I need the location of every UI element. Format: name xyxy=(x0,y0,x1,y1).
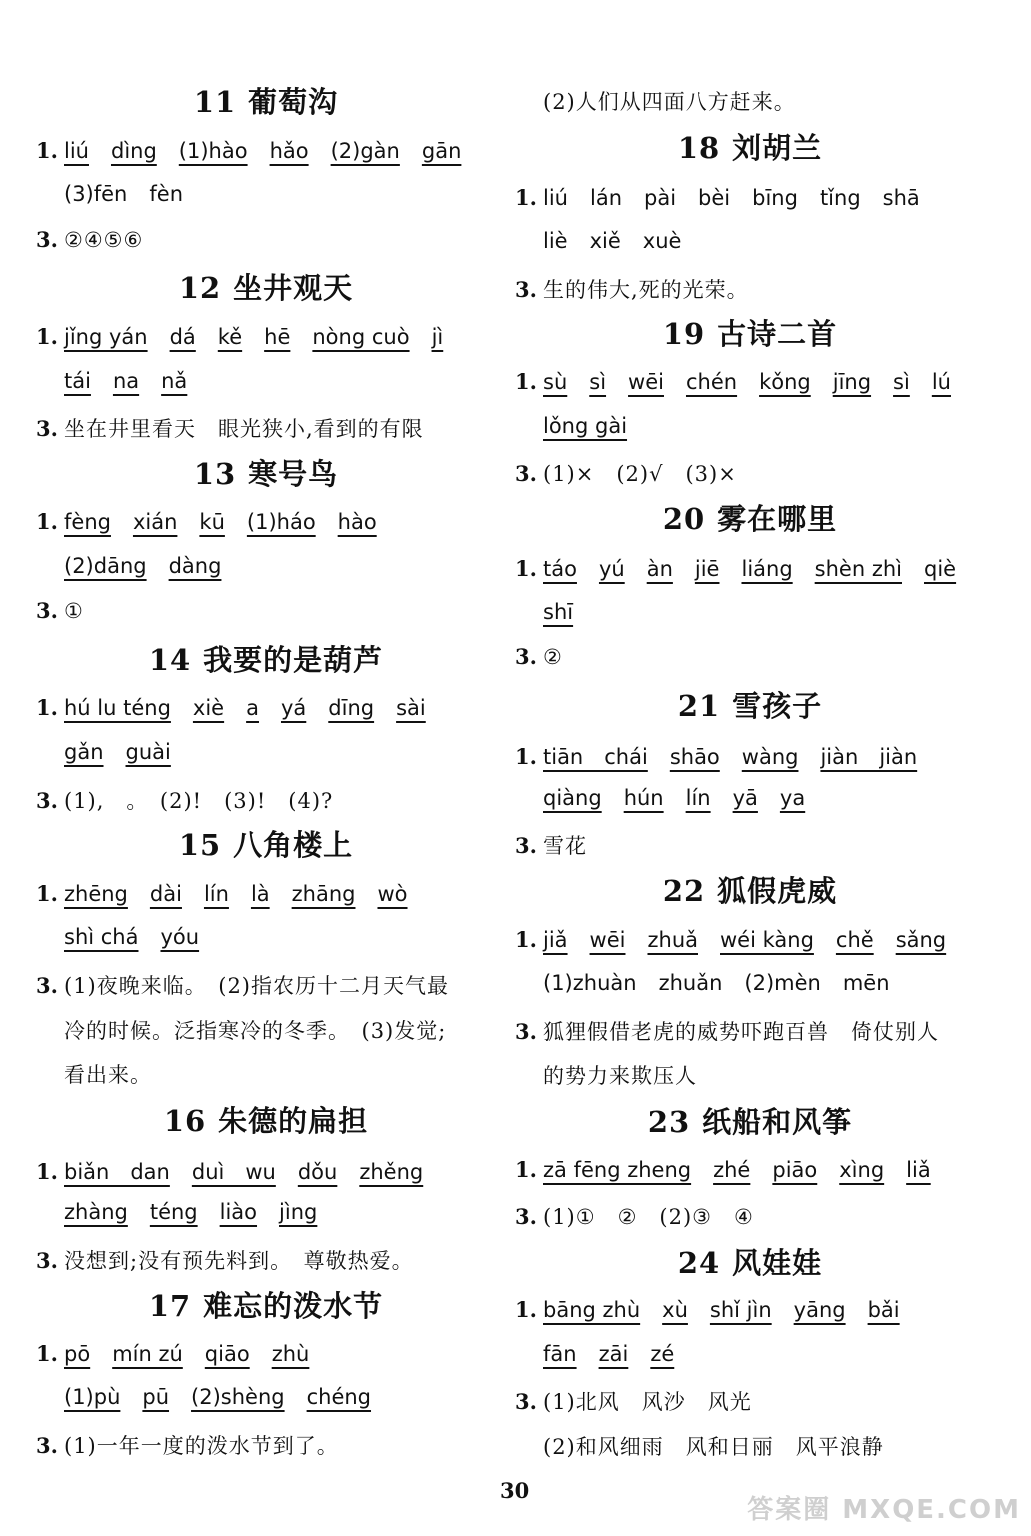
answer-text: (1)北风 风沙 风光 xyxy=(543,1390,752,1414)
pinyin-token: sì xyxy=(893,370,910,394)
section-number: 18 xyxy=(677,131,721,165)
section-name: 坐井观天 xyxy=(233,271,354,305)
pinyin-token: nòng cuò xyxy=(312,325,410,349)
section-name: 寒号鸟 xyxy=(248,457,339,491)
answer-text: 冷的时候。泛指寒冷的冬季。 (3)发觉; xyxy=(64,1019,447,1043)
answer-line xyxy=(515,600,595,624)
answer-line xyxy=(515,971,912,995)
pinyin-token: sǎng xyxy=(895,928,947,952)
pinyin-token: hún xyxy=(623,786,664,810)
question-number: 1. xyxy=(515,927,537,952)
pinyin-token: shāo xyxy=(669,745,720,769)
question-number: 3. xyxy=(515,461,537,486)
pinyin-token: shèn zhì xyxy=(814,557,902,581)
section-number: 11 xyxy=(193,85,237,119)
pinyin-token: bīng xyxy=(752,186,798,210)
answer-text: (2)和风细雨 风和日丽 风平浪静 xyxy=(543,1435,884,1459)
answer-line xyxy=(36,138,483,163)
pinyin-token: jǐng yán xyxy=(64,325,148,349)
pinyin-token: là xyxy=(250,882,270,906)
answer-line xyxy=(36,1015,446,1045)
pinyin-token: liào xyxy=(219,1200,258,1224)
pinyin-token: wéi kàng xyxy=(720,928,814,952)
answer-text: 看出来。 xyxy=(64,1063,152,1087)
pinyin-token: na xyxy=(112,369,140,393)
pinyin-token: shī xyxy=(543,600,574,624)
pinyin-token: gān xyxy=(421,139,462,163)
pinyin-token: zā fēng zheng xyxy=(543,1158,692,1182)
pinyin-token: xuè xyxy=(642,229,682,253)
question-number: 3. xyxy=(515,1019,537,1044)
pinyin-token: dài xyxy=(149,882,182,906)
pinyin-token: dǒu xyxy=(297,1160,338,1184)
question-number: 3. xyxy=(515,644,537,669)
answer-text: ②④⑤⑥ xyxy=(64,228,144,252)
answer-text: 的势力来欺压人 xyxy=(543,1064,697,1088)
pinyin-token: dìng xyxy=(110,139,157,163)
answer-line xyxy=(36,369,209,393)
pinyin-token: sì xyxy=(589,370,607,394)
pinyin-token: yāng xyxy=(793,1298,846,1322)
pinyin-token: lín xyxy=(685,786,711,810)
pinyin-token: zhàng xyxy=(64,1200,128,1224)
pinyin-token: téng xyxy=(149,1200,198,1224)
pinyin-token: yóu xyxy=(160,925,200,949)
pinyin-token: xián xyxy=(132,510,178,534)
answer-text: (2)人们从四面八方赶来。 xyxy=(543,90,796,114)
section-name: 雾在哪里 xyxy=(717,502,838,536)
question-number: 1. xyxy=(515,369,537,394)
answer-line xyxy=(36,554,243,578)
section-name: 八角楼上 xyxy=(233,828,354,862)
pinyin-token: gǎn xyxy=(64,740,104,764)
pinyin-token: mín zú xyxy=(112,1342,183,1366)
section-number: 22 xyxy=(662,874,706,908)
answer-line xyxy=(36,182,205,206)
answer-line xyxy=(36,413,424,443)
question-number: 1. xyxy=(36,695,58,720)
answer-line xyxy=(515,1431,884,1461)
answer-line xyxy=(36,695,448,720)
answer-line xyxy=(36,227,143,252)
pinyin-token: tiān chái xyxy=(543,745,648,769)
pinyin-token: jiǎ xyxy=(543,928,568,952)
pinyin-token: zé xyxy=(650,1342,675,1366)
answer-line xyxy=(36,1059,152,1089)
section-number: 16 xyxy=(163,1104,207,1138)
question-number: 3. xyxy=(515,1389,537,1414)
answer-text: (1)一年一度的泼水节到了。 xyxy=(64,1434,339,1458)
answer-line xyxy=(36,925,221,949)
question-number: 1. xyxy=(515,185,537,210)
pinyin-token: zhēng xyxy=(64,882,128,906)
question-number: 3. xyxy=(515,1204,537,1229)
answer-text: (1)① ② (2)③ ④ xyxy=(543,1205,754,1229)
answer-line xyxy=(515,1016,939,1046)
question-number: 3. xyxy=(515,833,537,858)
answer-line xyxy=(515,741,939,771)
answer-line xyxy=(515,830,587,860)
pinyin-token: sài xyxy=(396,696,426,720)
answer-text: ① xyxy=(64,599,84,623)
answer-line xyxy=(36,509,399,534)
section-title xyxy=(36,823,496,864)
answer-line xyxy=(515,786,827,810)
pinyin-token: dá xyxy=(169,325,196,349)
pinyin-token: fèng xyxy=(64,510,111,534)
pinyin-token: jiàn jiàn xyxy=(820,745,918,769)
pinyin-token: lǒng gài xyxy=(543,414,628,438)
answer-line xyxy=(36,324,465,349)
pinyin-token: táo xyxy=(543,557,577,581)
pinyin-token: duì wu xyxy=(191,1160,276,1184)
section-title xyxy=(36,1099,496,1140)
pinyin-token: shǐ jìn xyxy=(709,1298,772,1322)
section-name: 古诗二首 xyxy=(717,317,838,351)
pinyin-token: sù xyxy=(543,370,568,394)
pinyin-token: bèi xyxy=(698,186,731,210)
question-number: 1. xyxy=(36,324,58,349)
pinyin-token: chě xyxy=(835,928,874,952)
section-title xyxy=(36,638,496,679)
section-name: 纸船和风筝 xyxy=(702,1105,853,1139)
pinyin-token: pū xyxy=(142,1385,170,1409)
pinyin-token: qiàng xyxy=(543,786,602,810)
section-number: 21 xyxy=(677,689,721,723)
pinyin-token: hǎo xyxy=(269,139,309,163)
pinyin-token: tái xyxy=(64,369,91,393)
pinyin-token: hē xyxy=(264,325,291,349)
answer-line xyxy=(36,970,449,1000)
pinyin-token: xù xyxy=(662,1298,688,1322)
answer-text: 雪花 xyxy=(543,834,587,858)
pinyin-token: xiè xyxy=(192,696,225,720)
pinyin-token: liǎ xyxy=(906,1158,931,1182)
answer-line xyxy=(515,86,796,116)
pinyin-token: fān xyxy=(543,1342,577,1366)
pinyin-token: (2)shèng xyxy=(191,1385,285,1409)
pinyin-token: zhé xyxy=(713,1158,751,1182)
pinyin-token: (1)zhuàn xyxy=(543,971,637,995)
pinyin-token: lín xyxy=(203,882,229,906)
section-title xyxy=(515,684,985,725)
pinyin-token: kū xyxy=(199,510,225,534)
pinyin-token: kǒng xyxy=(759,370,811,394)
question-number: 3. xyxy=(36,973,58,998)
pinyin-token: wēi xyxy=(628,370,664,394)
section-name: 我要的是葫芦 xyxy=(203,643,384,677)
section-name: 风娃娃 xyxy=(732,1246,823,1280)
question-number: 3. xyxy=(36,598,58,623)
section-name: 难忘的泼水节 xyxy=(203,1289,384,1323)
pinyin-token: hú lu téng xyxy=(64,696,171,720)
question-number: 1. xyxy=(36,138,58,163)
pinyin-token: hào xyxy=(337,510,377,534)
pinyin-token: pài xyxy=(644,186,677,210)
question-number: 3. xyxy=(36,1248,58,1273)
pinyin-token: zhāng xyxy=(291,882,356,906)
section-number: 23 xyxy=(647,1105,691,1139)
answer-text: ② xyxy=(543,645,563,669)
pinyin-token: qiè xyxy=(924,557,957,581)
pinyin-token: xiě xyxy=(589,229,621,253)
question-number: 3. xyxy=(36,788,58,813)
pinyin-token: lú xyxy=(931,370,951,394)
section-title xyxy=(36,80,496,121)
pinyin-token: chéng xyxy=(306,1385,372,1409)
pinyin-token: liú xyxy=(64,139,89,163)
answer-line xyxy=(515,1297,922,1322)
answer-line xyxy=(515,1201,754,1231)
answer-text: 坐在井里看天 眼光狭小,看到的有限 xyxy=(64,417,424,441)
question-number: 1. xyxy=(515,744,537,769)
pinyin-token: zhuǎn xyxy=(658,971,723,995)
pinyin-token: wò xyxy=(377,882,408,906)
answer-line xyxy=(36,1341,331,1366)
pinyin-token: jìng xyxy=(279,1200,318,1224)
pinyin-token: (2)gàn xyxy=(330,139,400,163)
answer-line xyxy=(515,1060,697,1090)
page-number: 30 xyxy=(500,1478,530,1503)
question-number: 3. xyxy=(36,227,58,252)
answer-line xyxy=(515,414,649,438)
pinyin-token: (1)hào xyxy=(178,139,248,163)
section-name: 狐假虎威 xyxy=(717,874,838,908)
section-title xyxy=(515,1241,985,1282)
question-number: 1. xyxy=(515,1157,537,1182)
answer-text: 狐狸假借老虎的威势吓跑百兽 倚仗别人 xyxy=(543,1020,939,1044)
question-number: 1. xyxy=(36,881,58,906)
section-name: 葡萄沟 xyxy=(248,85,339,119)
pinyin-token: jiē xyxy=(694,557,720,581)
pinyin-token: dīng xyxy=(328,696,375,720)
section-title xyxy=(36,452,496,493)
answer-line xyxy=(515,229,703,253)
pinyin-token: bāng zhù xyxy=(543,1298,641,1322)
pinyin-token: shì chá xyxy=(64,925,139,949)
pinyin-token: àn xyxy=(646,557,673,581)
pinyin-token: chén xyxy=(685,370,738,394)
section-number: 24 xyxy=(677,1246,721,1280)
pinyin-token: a xyxy=(246,696,259,720)
answer-line xyxy=(36,1385,393,1409)
answer-line xyxy=(36,1200,339,1224)
answer-line xyxy=(515,927,968,952)
question-number: 1. xyxy=(515,556,537,581)
pinyin-token: zāi xyxy=(598,1342,629,1366)
section-title xyxy=(515,312,985,353)
watermark: 答案圈 MXQE.COM xyxy=(747,1495,1021,1525)
answer-line xyxy=(515,274,749,304)
pinyin-token: lán xyxy=(589,186,622,210)
question-number: 3. xyxy=(36,416,58,441)
section-number: 19 xyxy=(662,317,706,351)
pinyin-token: (2)mèn xyxy=(744,971,821,995)
section-number: 12 xyxy=(178,271,222,305)
section-title xyxy=(36,266,496,307)
question-number: 3. xyxy=(36,1433,58,1458)
section-name: 朱德的扁担 xyxy=(218,1104,369,1138)
pinyin-token: xìng xyxy=(839,1158,885,1182)
pinyin-token: yá xyxy=(280,696,307,720)
pinyin-token: kě xyxy=(217,325,243,349)
pinyin-token: liáng xyxy=(741,557,793,581)
pinyin-token: piāo xyxy=(772,1158,818,1182)
section-name: 雪孩子 xyxy=(732,689,823,723)
pinyin-token: jīng xyxy=(832,370,872,394)
pinyin-token: ya xyxy=(779,786,806,810)
pinyin-token: wēi xyxy=(589,928,626,952)
answer-line xyxy=(36,785,333,815)
pinyin-token: (1)pù xyxy=(64,1385,121,1409)
answer-line xyxy=(515,185,942,210)
section-title xyxy=(515,497,985,538)
pinyin-token: mēn xyxy=(842,971,890,995)
pinyin-token: pō xyxy=(64,1342,91,1366)
section-number: 14 xyxy=(148,643,192,677)
answer-text: (1)夜晚来临。 (2)指农历十二月天气最 xyxy=(64,974,449,998)
question-number: 1. xyxy=(36,509,58,534)
pinyin-token: zhù xyxy=(271,1342,310,1366)
pinyin-token: yú xyxy=(598,557,625,581)
answer-text: 没想到;没有预先料到。 尊敬热爱。 xyxy=(64,1249,414,1273)
answer-line xyxy=(515,1342,696,1366)
section-title xyxy=(515,126,985,167)
answer-line xyxy=(515,369,973,394)
question-number: 1. xyxy=(515,1297,537,1322)
section-name: 刘胡兰 xyxy=(732,131,823,165)
pinyin-token: shā xyxy=(882,186,920,210)
section-number: 13 xyxy=(193,457,237,491)
pinyin-token: bǎi xyxy=(867,1298,900,1322)
pinyin-token: (1)háo xyxy=(246,510,316,534)
pinyin-token: liè xyxy=(543,229,568,253)
pinyin-token: wàng xyxy=(741,745,799,769)
section-number: 20 xyxy=(662,502,706,536)
answer-line xyxy=(515,1386,752,1416)
pinyin-token: liú xyxy=(543,186,568,210)
pinyin-token: guài xyxy=(125,740,171,764)
pinyin-token: fèn xyxy=(149,182,183,206)
pinyin-token: (2)dāng xyxy=(64,554,147,578)
answer-line xyxy=(515,644,563,669)
answer-text: (1), 。 (2)! (3)! (4)? xyxy=(64,789,334,813)
question-number: 1. xyxy=(36,1341,58,1366)
answer-line xyxy=(515,556,978,581)
pinyin-token: biǎn dan xyxy=(64,1160,170,1184)
question-number: 3. xyxy=(515,277,537,302)
answer-line xyxy=(36,1245,414,1275)
section-title xyxy=(515,869,985,910)
section-title xyxy=(515,1100,985,1141)
answer-line xyxy=(36,881,430,906)
pinyin-token: dàng xyxy=(168,554,222,578)
pinyin-token: yā xyxy=(732,786,758,810)
section-number: 17 xyxy=(148,1289,192,1323)
answer-line xyxy=(36,598,84,623)
pinyin-token: tǐng xyxy=(819,186,861,210)
answer-line xyxy=(36,740,193,764)
answer-line xyxy=(515,458,737,488)
answer-line xyxy=(36,1156,445,1186)
answer-line xyxy=(515,1157,953,1182)
question-number: 1. xyxy=(36,1159,58,1184)
section-title xyxy=(36,1284,496,1325)
pinyin-token: jì xyxy=(431,325,444,349)
answer-line xyxy=(36,1430,339,1460)
answer-text: 生的伟大,死的光荣。 xyxy=(543,278,749,302)
section-number: 15 xyxy=(178,828,222,862)
pinyin-token: (3)fēn xyxy=(64,182,128,206)
pinyin-token: nǎ xyxy=(161,369,188,393)
pinyin-token: zhuǎ xyxy=(647,928,698,952)
pinyin-token: qiāo xyxy=(204,1342,250,1366)
answer-text: (1)× (2)√ (3)× xyxy=(543,462,737,486)
pinyin-token: zhěng xyxy=(359,1160,424,1184)
